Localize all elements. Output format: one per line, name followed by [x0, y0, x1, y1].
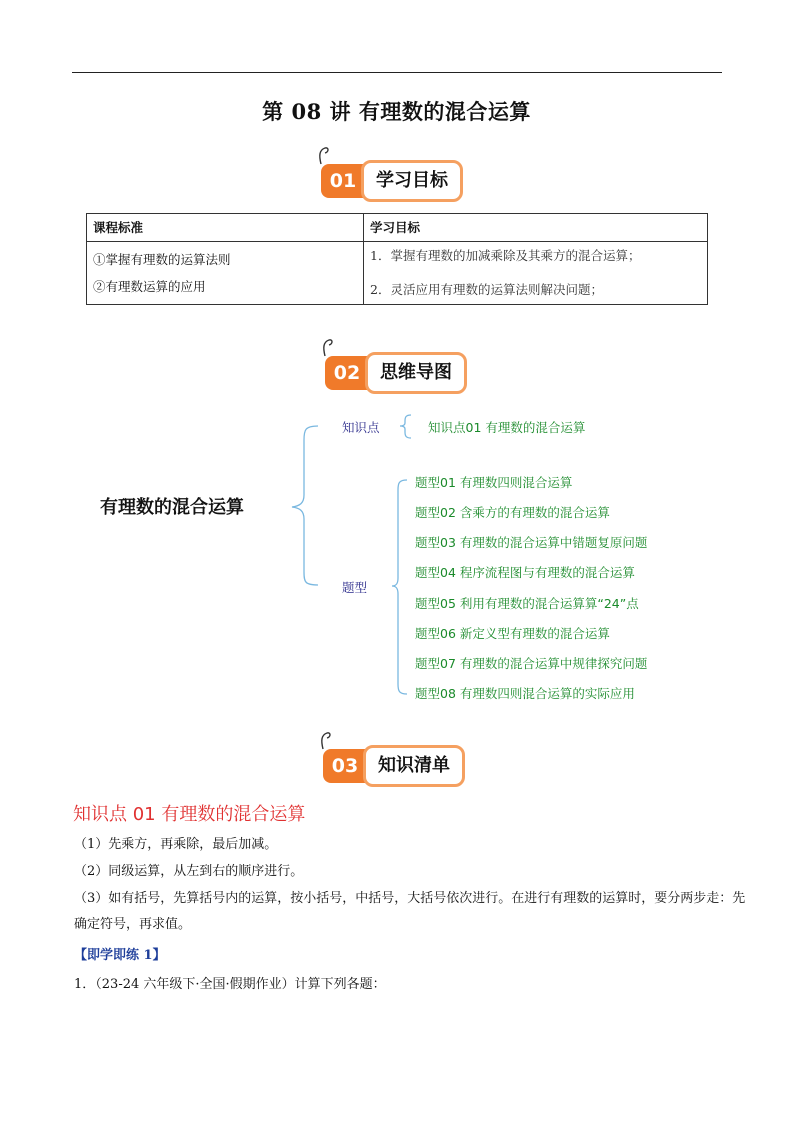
mindmap-root: 有理数的混合运算: [100, 497, 244, 518]
section-label: 思维导图: [365, 352, 467, 394]
mindmap-type-item: 题型06 新定义型有理数的混合运算: [415, 626, 610, 641]
section-number: 03: [323, 749, 367, 783]
section-number: 02: [325, 356, 369, 390]
mindmap-type-item: 题型03 有理数的混合运算中错题复原问题: [415, 535, 648, 550]
mindmap-branch-knowledge: 知识点: [342, 420, 380, 435]
rule-paragraph: （2）同级运算，从左到右的顺序进行。: [74, 864, 304, 879]
mindmap-type-item: 题型05 利用有理数的混合运算算“24”点: [415, 596, 639, 611]
question-text: 1．（23-24 六年级下·全国·假期作业）计算下列各题：: [74, 977, 386, 992]
section-number: 01: [321, 164, 365, 198]
objective-item: 2．灵活应用有理数的运算法则解决问题；: [370, 282, 603, 297]
mindmap-branch-types: 题型: [342, 580, 368, 595]
knowledge-title: 知识点 01 有理数的混合运算: [73, 804, 306, 825]
mindmap-type-item: 题型04 程序流程图与有理数的混合运算: [415, 565, 635, 580]
mindmap-type-item: 题型02 含乘方的有理数的混合运算: [415, 505, 610, 520]
table-header: 课程标准: [87, 214, 364, 242]
objective-item: 1．掌握有理数的加减乘除及其乘方的混合运算；: [370, 248, 641, 263]
rule-paragraph: （3）如有括号，先算括号内的运算，按小括号，中括号，大括号依次进行。在进行有理数的运算时，要分两步走：先确定符号，再求值。: [74, 891, 746, 932]
practice-label: 【即学即练 1】: [74, 948, 166, 963]
table-header: 学习目标: [364, 214, 708, 242]
standard-item: ①掌握有理数的运算法则: [93, 252, 231, 267]
page-title: 第 08 讲 有理数的混合运算: [262, 99, 531, 124]
rule-paragraph: （1）先乘方，再乘除，最后加减。: [74, 837, 278, 852]
standard-item: ②有理数运算的应用: [93, 279, 206, 294]
section-label: 学习目标: [361, 160, 463, 202]
section-label: 知识清单: [363, 745, 465, 787]
mindmap-type-item: 题型08 有理数四则混合运算的实际应用: [415, 686, 635, 701]
section-badge-03: [323, 745, 473, 779]
mindmap-type-item: 题型01 有理数四则混合运算: [415, 475, 573, 490]
mindmap-knowledge-item: 知识点01 有理数的混合运算: [428, 420, 586, 435]
hook-icon: [319, 729, 333, 751]
mindmap-type-item: 题型07 有理数的混合运算中规律探究问题: [415, 656, 648, 671]
